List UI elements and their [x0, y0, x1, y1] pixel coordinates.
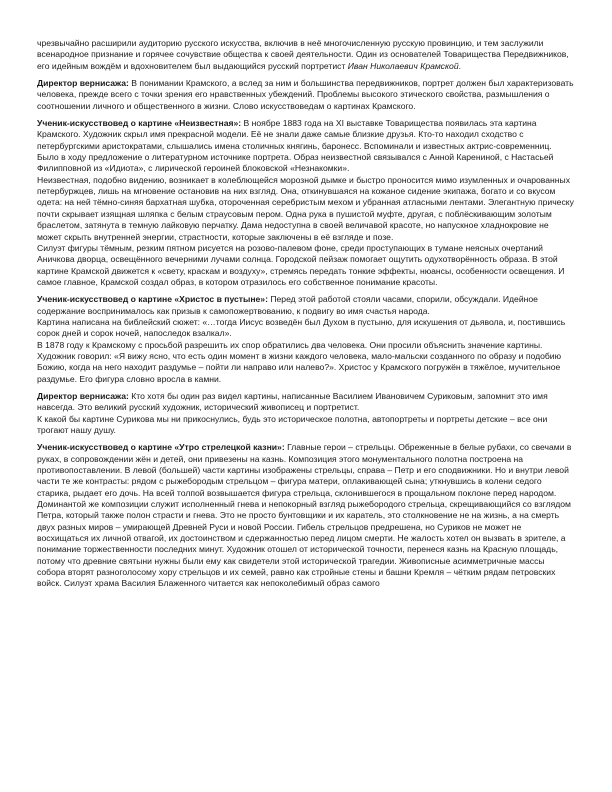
- section-text-3: В 1878 году к Крамскому с просьбой разрешить их спор обратились два человека. Они просили объяснить значение картины. Художник говорил: «Я вижу ясно, что есть один момент в жизни каждого человека, мало-мальски созданного по образу и подобию Божию, когда на него находит раздумье – пойти ли направо или налево?». Христос у Крамского погружён в тяжёлое, мучительное раздумье. Его фигура словно вросла в камни.: [37, 339, 562, 384]
- remark-text: В понимании Крамского, а вслед за ним и большинства передвижников, портрет должен был характеризовать человека, прежде всего с точки зрения его нравственных убеждений. Проблемы высокого этического свойства, размышления о соотношении личного и общественного в жизни. Слово искусствоведам о картинах Крамского.: [37, 78, 574, 111]
- speaker-label: Ученик-искусствовед о картине «Утро стрелецкой казни»:: [37, 442, 285, 453]
- speaker-label: Ученик-искусствовед о картине «Неизвестная»:: [37, 118, 242, 129]
- document-page: [37, 38, 575, 590]
- kramskoy-name: Иван Николаевич Крамской: [347, 60, 459, 71]
- section-text-2: Неизвестная, подобно видению, возникает в колеблющейся морозной дымке и быстро проносится мимо изумленных и очарованных петербуржцев, лишь на мгновение остановив на них взгляд. Она, откинувшаяся на кожаное сидение экипажа, богато и со вкусом одета: на ней тёмно-синяя бархатная шубка, отороченная серебристым мехом и убранная атласными лентами. Элегантную прическу почти скрывает изящная шляпка с белым страусовым пером. Одна рука в пушистой муфте, другая, с поблёскивающим золотым браслетом, затянута в темную лайковую перчатку. Дама недоступна в своей величавой красоте, но напускное хладнокровие не может скрыть внутренней энергии, страстности, которые заключены в её взгляде и позе.: [37, 174, 574, 242]
- streltsy-section: [37, 442, 575, 589]
- speaker-label: Директор вернисажа:: [37, 390, 129, 401]
- khristos-section: [37, 294, 575, 385]
- section-text-2: Картина написана на библейский сюжет: «…тогда Иисус возведён был Духом в пустыню, для искушения от дьявола, и, постившись сорок дней и сорок ночей, напоследок взалкал».: [37, 316, 566, 339]
- director-remark-surikov: [37, 391, 575, 436]
- section-text: Главные герои – стрельцы. Обреженные в белые рубахи, со свечами в руках, в сопровождении жён и детей, они привезены на казнь. Композиция этого монументального полотна построена на противопоставлении. В левой (большей) части картины изображены стрельцы, справа – Петр и его сподвижники. Но и внутри левой части те же контрасты: рядом с рыжебородым стрельцом – фигура матери, оплакивающей сына; уткнувшись в колени седого старика, рыдает его дочь. На всей толпой возвышается фигура стрельца, склонившегося в прощальном поклоне перед народом. Доминантой же композиции служит исполненный гнева и непокорный взгляд рыжебородого стрельца, скрещивающийся со взглядом Петра, который также полон страсти и гнева. Это не просто бунтовщики и их каратель, это столкновение не на жизнь, а на смерть двух разных миров – умирающей Древней Руси и новой России. Гибель стрельцов предрешена, но Суриков не может не восхищаться их личной отвагой, их достоинством и сдержанностью перед лицом смерти. Не жалость хотел он вызвать в зрителе, а понимание торжественности последних минут. Художник отошел от исторической точности, перенеся казнь на Красную площадь, потому что древние святыни нужны были ему как свидетели этой исторической трагедии. Живописные асимметричные массы собора вторят разноголосому хору стрельцов и их семей, равно как стройные стены и башни Кремля – чётким рядам петровских войск. Силуэт храма Василия Блаженного читается как непоколебимый образ самого: [37, 442, 572, 589]
- section-text-3: Силуэт фигуры тёмным, резким пятном рисуется на розово-палевом фоне, среди проступающих в тумане неясных очертаний Аничкова дворца, освещённого вечерними лучами солнца. Городской пейзаж помогает ощутить одухотворённость образа. В этой картине Крамской движется к «свету, краскам и воздуху», стремясь передать тонкие эффекты, нюансы, особенности освещения. И самое главное, Крамской создал образ, в котором отразилось его собственное понимание красоты.: [37, 242, 565, 287]
- director-remark-kramskoy: [37, 78, 575, 112]
- section-text: Перед этой работой стояли часами, спорили, обсуждали. Идейное содержание воспринималось как призыв к самопожертвованию, к подвигу во имя счастья народа.: [37, 294, 538, 316]
- remark-text-2: К какой бы картине Сурикова мы ни прикоснулись, будь это историческое полотна, автопортреты и портреты детские – все они трогают нашу душу.: [37, 413, 548, 435]
- neizvestnaya-section: [37, 118, 575, 288]
- section-text: В ноябре 1883 года на XI выставке Товарищества появилась эта картина Крамского. Художник скрыл имя прекрасной модели. Её не знали даже самые близкие друзья. Кто-то находил сходство с петербургскими аристократами, слышались имена столичных княгинь, баронесс. Вспоминали и известных актрис-современниц. Было в ходу предложение о литературном источнике портрета. Образ неизвестной связывался с Анной Карениной, с Настасьей Филипповной из «Идиота», с лирической героиней блоковской «Незнакомки».: [37, 118, 554, 174]
- intro-text: чрезвычайно расширили аудиторию русского искусства, включив в неё многочисленную русскую провинцию, и тем заслужили всенародное признание и горячее сочувствие общества к своей деятельности. Один из основателей Товарищества Передвижников, его идейным вождём и вдохновителем был выдающийся русский портретист: [37, 38, 569, 71]
- intro-end: .: [458, 60, 461, 71]
- remark-text: Кто хотя бы один раз видел картины, написанные Василием Ивановичем Суриковым, запомнит это имя навсегда. Это великий русский художник, исторический живописец и портретист.: [37, 390, 548, 413]
- speaker-label: Директор вернисажа:: [37, 78, 129, 89]
- intro-paragraph: [37, 38, 575, 72]
- speaker-label: Ученик-искусствовед о картине «Христос в пустыне»:: [37, 294, 268, 305]
